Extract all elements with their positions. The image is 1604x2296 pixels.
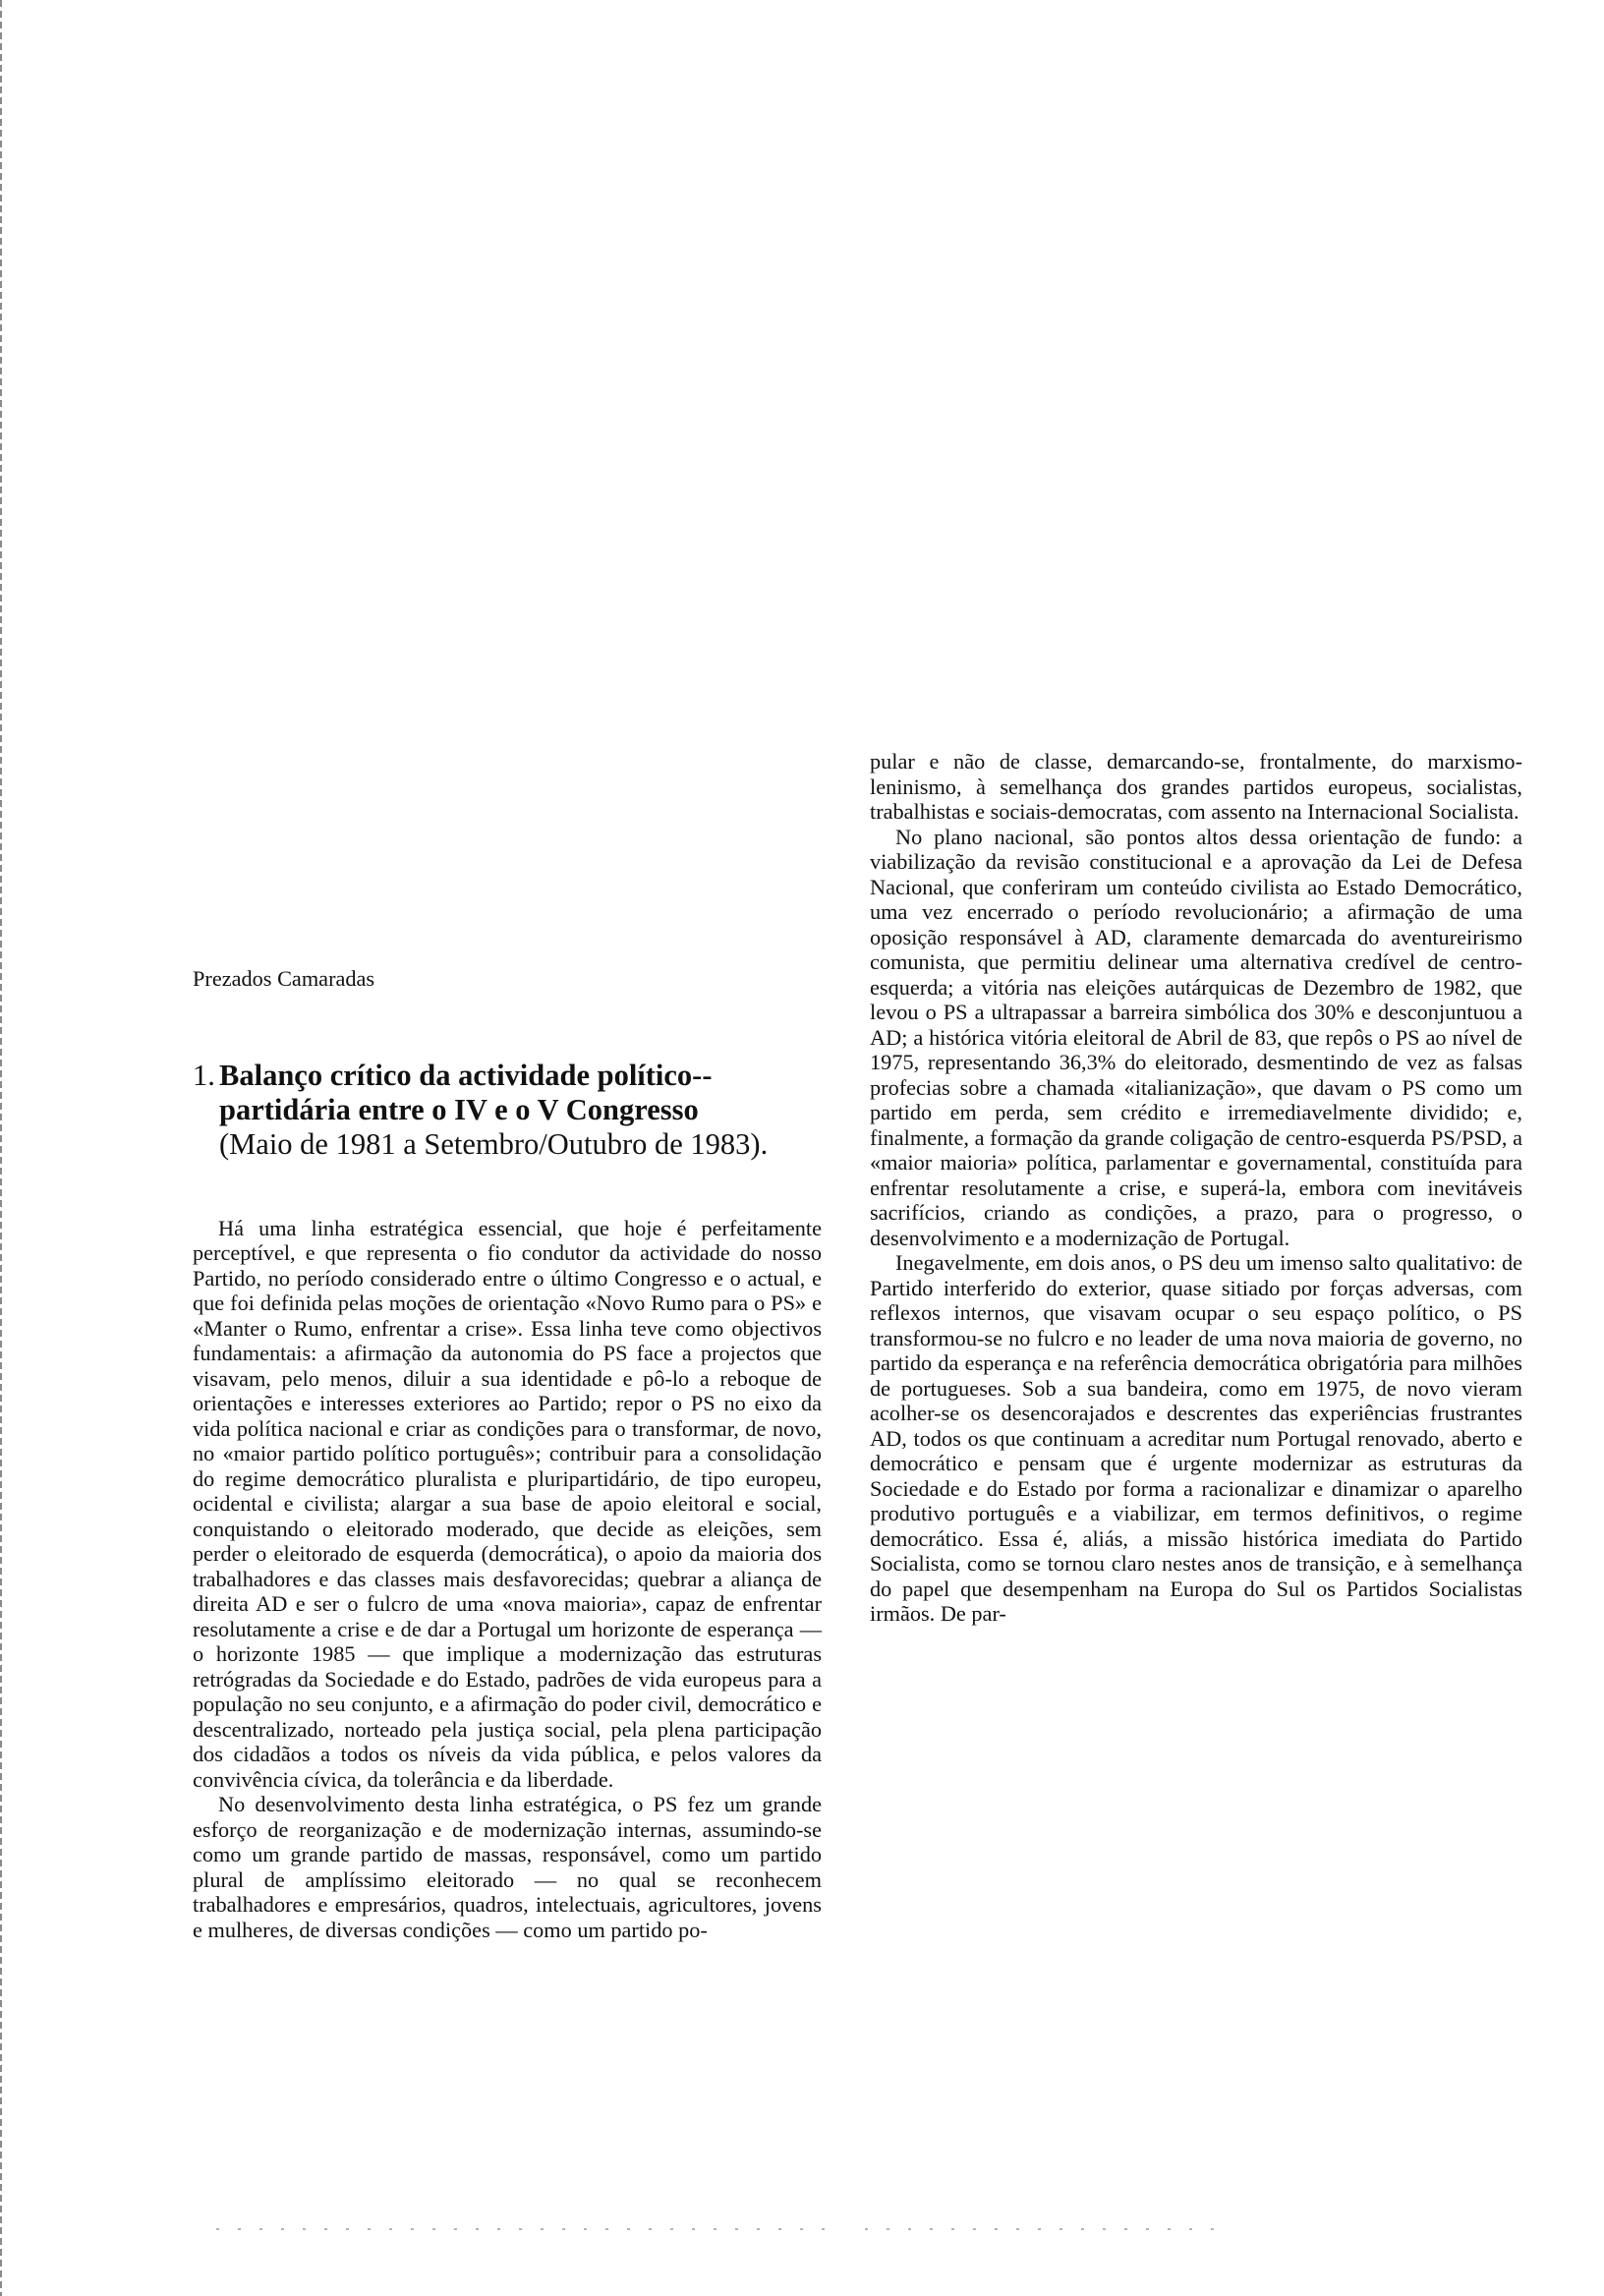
- section-heading: [193, 1059, 822, 1162]
- paragraph-left-2: No desenvolvimento desta linha estratégica, o PS fez um grande esforço de reorganização e de modernização internas, assumindo-se como um grande partido de massas, responsável, como um partido plural de amplíssimo eleitorado — no qual se reconhecem trabalhadores e empresários, quadros, intelectuais, agricultores, jovens e mulheres, de diversas condições — como um partido po-: [193, 1792, 822, 1942]
- section-title: Balanço crítico da actividade político--partidária entre o IV e o V Congresso: [219, 1058, 713, 1126]
- section-heading-text: [219, 1059, 822, 1162]
- scan-artifact-dots-left: [216, 2228, 826, 2230]
- left-column: [193, 966, 822, 1942]
- paragraph-right-1-continued: pular e não de classe, demarcando-se, frontalmente, do marxismo-leninismo, à semelhança dos grandes partidos europeus, socialistas, trabalhistas e sociais-democratas, com assento na Internacional Socialista.: [870, 749, 1522, 824]
- salutation: Prezados Camaradas: [193, 966, 375, 991]
- section-number: 1.: [193, 1058, 215, 1092]
- paragraph-right-2: No plano nacional, são pontos altos dessa orientação de fundo: a viabilização da revisão constitucional e a aprovação da Lei de Defesa Nacional, que conferiram um conteúdo civilista ao Estado Democrático, uma vez encerrado o período revolucionário; a afirmação de uma oposição responsável à AD, claramente demarcada do aventureirismo comunista, que permitiu delinear uma alternativa credível de centro-esquerda; a vitória nas eleições autárquicas de Dezembro de 1982, que levou o PS a ultrapassar a barreira simbólica dos 30% e desconjuntuou a AD; a histórica vitória eleitoral de Abril de 83, que repôs o PS ao nível de 1975, representando 36,3% do eleitorado, desmentindo de vez as falsas profecias sobre a chamada «italianização», que davam o PS como um partido em perda, sem crédito e irremediavelmente dividido; e, finalmente, a formação da grande coligação de centro-esquerda PS/PSD, a «maior maioria» política, parlamentar e governamental, constituída para enfrentar resolutamente a crise, e superá-la, embora com inevitáveis sacrifícios, criando as condições, a prazo, para o progresso, o desenvolvimento e a modernização de Portugal.: [870, 824, 1522, 1250]
- paragraph-left-1: Há uma linha estratégica essencial, que hoje é perfeitamente perceptível, e que representa o fio condutor da actividade do nosso Partido, no período considerado entre o último Congresso e o actual, e que foi definida pelas moções de orientação «Novo Rumo para o PS» e «Manter o Rumo, enfrentar a crise». Essa linha teve como objectivos fundamentais: a afirmação da autonomia do PS face a projectos que visavam, pelo menos, diluir a sua identidade e pô-lo a reboque de orientações e interesses exteriores ao Partido; repor o PS no eixo da vida política nacional e criar as condições para o transformar, de novo, no «maior partido político português»; contribuir para a consolidação do regime democrático pluralista e pluripartidário, de tipo europeu, ocidental e civilista; alargar a sua base de apoio eleitoral e social, conquistando o eleitorado moderado, que decide as eleições, sem perder o eleitorado de esquerda (democrática), o apoio da maioria dos trabalhadores e das classes mais desfavorecidas; quebrar a aliança de direita AD e ser o fulcro de uma «nova maioria», capaz de enfrentar resolutamente a crise e de dar a Portugal um horizonte de esperança — o horizonte 1985 — que implique a modernização das estruturas retrógradas da Sociedade e do Estado, padrões de vida europeus para a população no seu conjunto, e a afirmação do poder civil, democrático e descentralizado, norteado pela justiça social, pela plena participação dos cidadãos a todos os níveis da vida pública, e pelos valores da convivência cívica, da tolerância e da liberdade.: [193, 1215, 822, 1792]
- paragraph-right-3: Inegavelmente, em dois anos, o PS deu um imenso salto qualitativo: de Partido interferido do exterior, quase sitiado por forças adversas, com reflexos internos, que visavam ocupar o seu espaço político, o PS transformou-se no fulcro e no leader de uma nova maioria de governo, no partido da esperança e na referência democrática obrigatória para milhões de portugueses. Sob a sua bandeira, como em 1975, de novo vieram acolher-se os desencorajados e descrentes das experiências frustrantes AD, todos os que continuam a acreditar num Portugal renovado, aberto e democrático e pensam que é urgente modernizar as estruturas da Sociedade e do Estado por forma a racionalizar e dinamizar o aparelho produtivo português e a viabilizar, em termos definitivos, o regime democrático. Essa é, aliás, a missão histórica imediata do Partido Socialista, como se tornou claro nestes anos de transição, e à semelhança do papel que desempenham na Europa do Sul os Partidos Socialistas irmãos. De par-: [870, 1250, 1522, 1626]
- section-subtitle: (Maio de 1981 a Setembro/Outubro de 1983).: [219, 1126, 769, 1161]
- scan-artifact-dots-right: [865, 2228, 1219, 2230]
- scan-edge-line: [0, 0, 2, 2296]
- right-column: [870, 749, 1522, 1627]
